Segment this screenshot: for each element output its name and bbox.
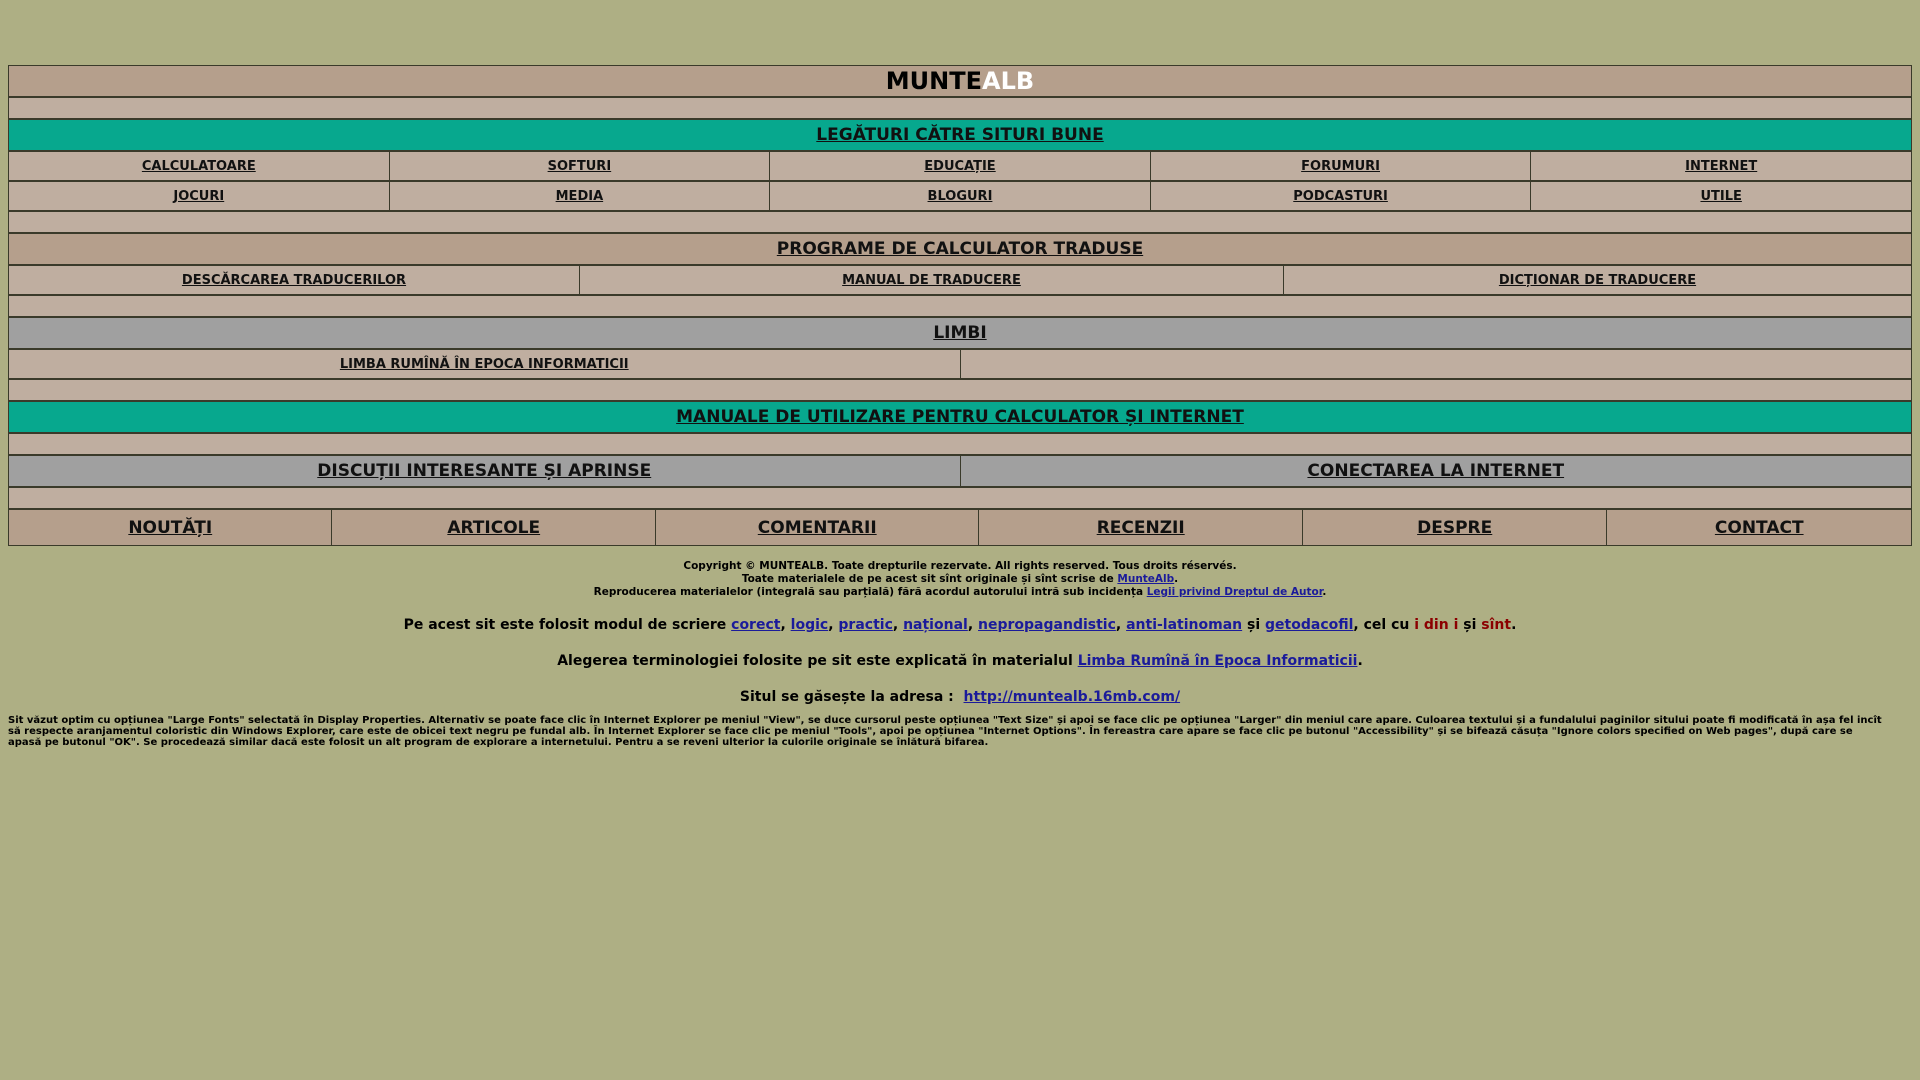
bottom-nav (8, 509, 1912, 546)
link-educatie[interactable]: EDUCAȚIE (924, 158, 996, 174)
repro-post: . (1322, 586, 1327, 598)
empty-cell (960, 350, 1912, 379)
links-header-row (8, 119, 1912, 151)
link-internet[interactable]: INTERNET (1685, 158, 1758, 174)
spacer (8, 433, 1912, 455)
site-title-part2: ALB (982, 67, 1035, 95)
spacer (8, 97, 1912, 119)
writing-link-getodacofil[interactable]: getodacofil (1265, 617, 1354, 633)
main-layout (8, 65, 1912, 546)
link-descarcarea-traducerilor[interactable]: DESCĂRCAREA TRADUCERILOR (181, 272, 407, 288)
nav-noutati[interactable]: NOUTĂȚI (128, 517, 213, 538)
link-utile[interactable]: UTILE (1700, 188, 1742, 204)
site-title (9, 66, 1912, 97)
link-bloguri[interactable]: BLOGURI (927, 188, 993, 204)
spacer (8, 487, 1912, 509)
writing-link-national[interactable]: național (903, 617, 968, 633)
terminology-line (8, 653, 1912, 669)
writing-link-practic[interactable]: practic (838, 617, 893, 633)
discussions-row (8, 455, 1912, 487)
spacer (8, 211, 1912, 233)
spacer (8, 295, 1912, 317)
discussions-link[interactable]: DISCUȚII INTERESANTE ȘI APRINSE (317, 461, 652, 481)
programs-header-row (8, 233, 1912, 265)
manuals-header[interactable]: MANUALE DE UTILIZARE PENTRU CALCULATOR ȘI INTERNET (676, 407, 1244, 427)
address-line (8, 689, 1912, 705)
site-title-part1: MUNTE (885, 67, 983, 95)
nav-recenzii[interactable]: RECENZII (1096, 517, 1185, 538)
copyright-line: Copyright © MUNTEALB. Toate drepturile rezervate. All rights reserved. Tous droits réservés. (683, 560, 1237, 572)
original-line (8, 573, 1912, 586)
writing-red-1: i din i (1414, 617, 1459, 633)
nav-despre[interactable]: DESPRE (1417, 517, 1493, 538)
link-jocuri[interactable]: JOCURI (173, 188, 225, 204)
site-title-row (8, 65, 1912, 97)
nav-comentarii[interactable]: COMENTARII (757, 517, 877, 538)
nav-contact[interactable]: CONTACT (1714, 517, 1804, 538)
writing-end: . (1511, 617, 1517, 633)
link-softuri[interactable]: SOFTURI (547, 158, 612, 174)
links-row-2 (8, 181, 1912, 211)
writing-mid: , cel cu (1353, 617, 1415, 633)
writing-link-anti-latinoman[interactable]: anti-latinoman (1126, 617, 1243, 633)
terminology-post: . (1357, 653, 1363, 669)
address-text: Situl se găsește la adresa : (739, 689, 964, 705)
writing-link-logic[interactable]: logic (790, 617, 829, 633)
link-limba-rumina[interactable]: LIMBA RUMÎNĂ ÎN EPOCA INFORMATICII (339, 356, 629, 372)
nav-articole[interactable]: ARTICOLE (447, 517, 541, 538)
author-link[interactable]: MunteAlb (1117, 573, 1175, 585)
link-calculatoare[interactable]: CALCULATOARE (141, 158, 256, 174)
link-manual-de-traducere[interactable]: MANUAL DE TRADUCERE (842, 272, 1021, 288)
link-podcasturi[interactable]: PODCASTURI (1293, 188, 1388, 204)
links-header[interactable]: LEGĂTURI CĂTRE SITURI BUNE (816, 125, 1104, 145)
original-post: . (1174, 573, 1179, 585)
writing-red-2: sînt (1481, 617, 1512, 633)
languages-header-row (8, 317, 1912, 349)
terminology-text: Alegerea terminologiei folosite pe sit este explicată în materialul (557, 653, 1078, 669)
writing-and: și (1242, 617, 1266, 633)
link-forumuri[interactable]: FORUMURI (1301, 158, 1380, 174)
writing-mode-line: Pe acest sit este folosit modul de scriere corect, logic, practic, național, nepropagandistic, anti-latinoman și getodacofil, cel cu i din i și sînt. (403, 617, 1517, 633)
writing-link-corect[interactable]: corect (731, 617, 781, 633)
reproduction-line (8, 586, 1912, 599)
display-note: Sit văzut optim cu opțiunea "Large Fonts" selectată în Display Properties. Alternativ se poate face clic în Internet Explorer pe meniul "View", se duce cursorul peste opțiunea "Text Size" și apoi se face clic pe opțiunea "Larger" din meniul care apare. Culoarea textului și a fundalului paginilor sitului poate fi modificată în așa fel incît să respecte aranjamentul coloristic din Windows Explorer, care este de obicei text negru pe fundal alb. În Internet Explorer se face clic pe meniul "Tools", apoi pe opțiunea "Internet Options". În fereastra care apare se face clic pe butonul "Accessibility" și se bifează căsuța "Ignore colors specified on Web pages", după care se apasă pe butonul "OK". Se procedează similar dacă este folosit un alt program de explorare a internetului. Pentru a se reveni ulterior la culorile originale se înlătură bifarea. (8, 715, 1882, 748)
links-row-1 (8, 151, 1912, 181)
programs-header[interactable]: PROGRAME DE CALCULATOR TRADUSE (776, 239, 1144, 259)
footer (8, 560, 1912, 748)
copyright-block (8, 560, 1912, 599)
link-media[interactable]: MEDIA (555, 188, 604, 204)
languages-row (8, 349, 1912, 379)
manuals-header-row (8, 401, 1912, 433)
repro-text: Reproducerea materialelor (integrală sau parțială) fără acordul autorului intră sub incidența (593, 586, 1147, 598)
terminology-link[interactable]: Limba Rumînă în Epoca Informaticii (1077, 653, 1358, 669)
site-address-link[interactable]: http://muntealb.16mb.com/ (963, 689, 1181, 705)
writing-link-nepropagandistic[interactable]: nepropagandistic (978, 617, 1116, 633)
link-dictionar-de-traducere[interactable]: DICȚIONAR DE TRADUCERE (1498, 272, 1697, 288)
copyright-law-link[interactable]: Legii privind Dreptul de Autor (1146, 586, 1323, 598)
original-text: Toate materialele de pe acest sit sînt originale și sînt scrise de (741, 573, 1118, 585)
languages-header[interactable]: LIMBI (933, 323, 987, 343)
internet-connect-link[interactable]: CONECTAREA LA INTERNET (1307, 461, 1565, 481)
programs-row (8, 265, 1912, 295)
writing-text: Pe acest sit este folosit modul de scriere (403, 617, 732, 633)
spacer (8, 379, 1912, 401)
writing-and-2: și (1458, 617, 1482, 633)
